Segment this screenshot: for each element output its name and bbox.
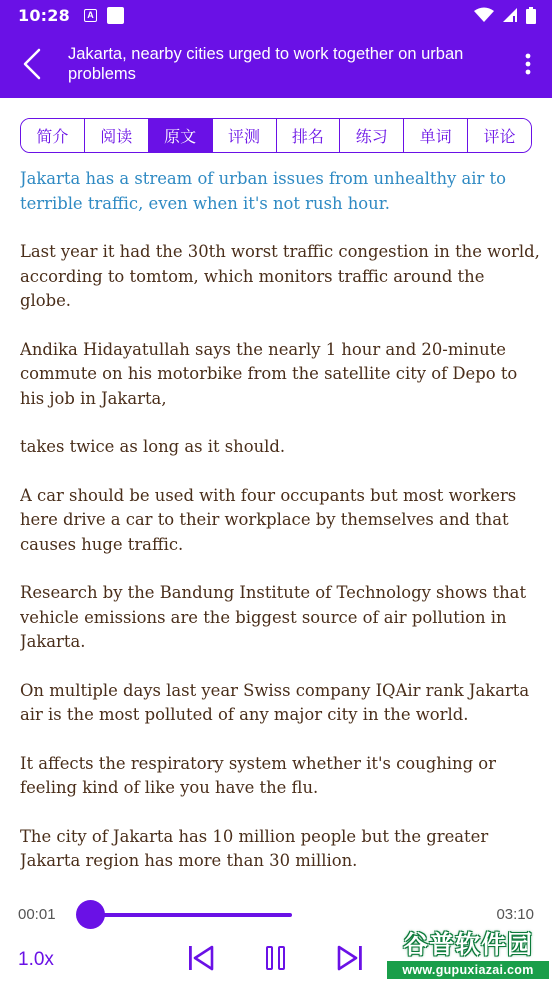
pause-button[interactable] xyxy=(259,941,293,975)
next-button[interactable] xyxy=(333,941,367,975)
more-vert-icon xyxy=(525,53,531,75)
battery-icon xyxy=(526,7,536,24)
skip-previous-icon xyxy=(186,943,216,973)
back-arrow-icon xyxy=(22,48,42,80)
progress-thumb[interactable] xyxy=(76,900,105,929)
more-options-button[interactable] xyxy=(504,30,552,98)
article-paragraph[interactable]: Last year it had the 30th worst traffic congestion in the world, according to tomtom, which monitors traffic around the globe. xyxy=(20,242,540,310)
article-paragraph[interactable]: takes twice as long as it should. xyxy=(20,437,286,456)
segment-tabs xyxy=(20,118,532,153)
tab-original-text[interactable]: 原文 xyxy=(149,119,213,152)
notification-a-icon: A xyxy=(84,9,97,22)
previous-button[interactable] xyxy=(184,941,218,975)
tab-comments[interactable]: 评论 xyxy=(468,119,531,152)
wifi-icon xyxy=(474,7,494,23)
status-bar xyxy=(0,0,552,30)
tab-ranking[interactable]: 排名 xyxy=(277,119,341,152)
article-paragraph-current[interactable]: Jakarta has a stream of urban issues from unhealthy air to terrible traffic, even when it's not rush hour. xyxy=(20,169,506,213)
notification-square-icon xyxy=(107,7,124,24)
article-paragraph[interactable]: A car should be used with four occupants but most workers here drive a car to their workplace by themselves and that causes huge traffic. xyxy=(20,485,517,554)
article-paragraph[interactable]: On multiple days last year Swiss company IQAir rank Jakarta air is the most polluted of any major city in the world. xyxy=(20,680,530,724)
app-bar xyxy=(0,30,552,98)
article-paragraph[interactable]: It affects the respiratory system whether it's coughing or feeling kind of like you have the flu. xyxy=(20,753,496,797)
playback-speed-button[interactable]: 1.0x xyxy=(18,949,54,970)
tab-reading[interactable]: 阅读 xyxy=(85,119,149,152)
progress-track[interactable] xyxy=(90,913,292,917)
status-time: 10:28 xyxy=(18,5,70,25)
article-paragraph[interactable]: The city of Jakarta has 10 million people but the greater Jakarta region has more than 30 million. xyxy=(20,826,489,870)
site-watermark xyxy=(387,925,549,980)
article-paragraph[interactable]: Andika Hidayatullah says the nearly 1 hour and 20-minute commute on his motorbike from the satellite city of Depo to his job in Jakarta, xyxy=(20,339,518,408)
skip-next-icon xyxy=(335,943,365,973)
back-button[interactable] xyxy=(0,30,64,98)
total-duration: 03:10 xyxy=(496,906,534,923)
tab-words[interactable]: 单词 xyxy=(404,119,468,152)
page-title: Jakarta, nearby cities urged to work together on urban problems xyxy=(68,45,464,83)
article-text xyxy=(20,167,540,895)
tab-evaluation[interactable]: 评测 xyxy=(213,119,277,152)
tab-intro[interactable]: 简介 xyxy=(21,119,85,152)
tab-practice[interactable]: 练习 xyxy=(340,119,404,152)
watermark-url: www.gupuxiazai.com xyxy=(387,961,549,979)
pause-icon xyxy=(265,945,287,971)
signal-icon xyxy=(502,7,518,23)
article-paragraph[interactable]: Research by the Bandung Institute of Technology shows that vehicle emissions are the biggest source of air pollution in Jakarta. xyxy=(20,583,527,651)
current-time: 00:01 xyxy=(18,906,56,923)
watermark-logo-text: 谷普软件园 xyxy=(402,930,533,959)
